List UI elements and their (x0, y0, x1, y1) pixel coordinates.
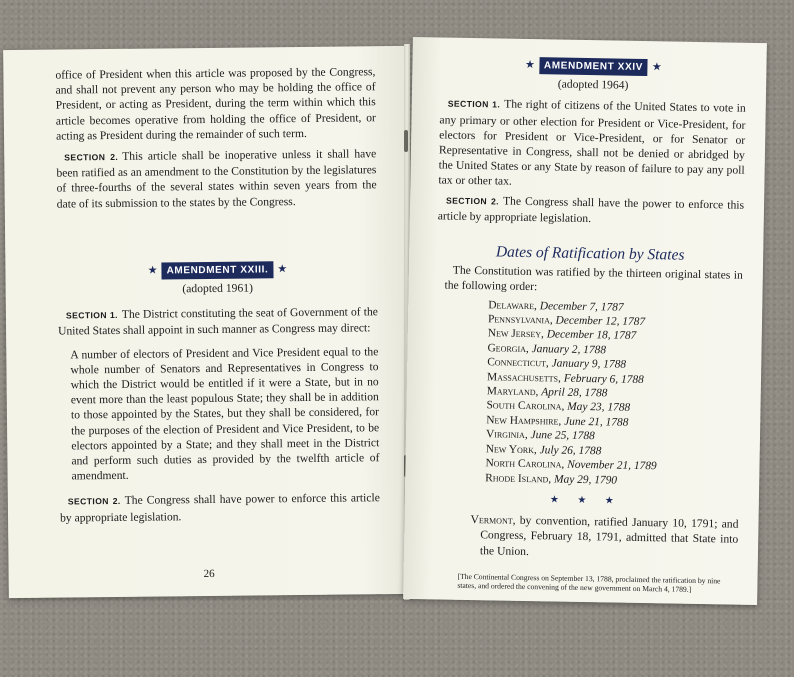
section-text: The Congress shall have power to enforce this article by appropriate legislation. (59, 491, 380, 525)
state-name: New Hampshire, (486, 414, 562, 428)
stars-divider: ★ ★ ★ (549, 494, 622, 507)
staple (404, 130, 408, 152)
state-name: Connecticut, (487, 356, 549, 370)
left-page-body (55, 64, 380, 525)
amendment-xxiii-heading (57, 260, 377, 281)
state-name: New Jersey, (487, 327, 544, 341)
state-name: Pennsylvania, (487, 313, 553, 327)
state-name: Delaware, (488, 298, 538, 312)
section-2-paragraph (60, 491, 380, 526)
ratification-date: January 9, 1788 (551, 357, 627, 371)
right-page-body (431, 55, 746, 595)
star-icon: ★ (651, 61, 662, 74)
adopted-date: (adopted 1961) (182, 281, 253, 296)
section-label: SECTION 2. (64, 151, 119, 163)
section-2-paragraph (438, 192, 745, 229)
ratification-date: December 7, 1787 (539, 299, 624, 314)
ratification-date: February 6, 1788 (563, 372, 644, 386)
section-1-paragraph (58, 304, 378, 339)
amendment-badge: AMENDMENT XXIV (539, 57, 648, 76)
footnote: [The Continental Congress on September 13, 1788, proclaimed the ratification by nine states, and ordered the convening of the new government on March 4, 1789.] (457, 571, 721, 595)
ratification-date: July 26, 1788 (539, 443, 602, 458)
star-icon: ★ (147, 264, 158, 277)
section-text: The District constituting the seat of Government of the United States shall appoint in such manner as Congress may direct: (58, 305, 378, 338)
state-name: Rhode Island, (485, 471, 552, 485)
page-number: 26 (203, 567, 215, 581)
section-label: SECTION 2. (67, 496, 121, 507)
state-name: Massachusetts, (486, 370, 561, 385)
ratification-date: May 29, 1790 (553, 473, 618, 487)
ratification-date: June 21, 1788 (564, 415, 629, 429)
continuation-paragraph: office of President when this article was proposed by the Congress, and shall not prevent any person who may be holding the office of President, or acting as President, during the term within which this article becomes operative from holding the office of President, or acting as President during the remainder of such term. (55, 65, 376, 143)
vermont-text: by convention, ratified January 10, 1791; and Congress, February 18, 1791, admitted that State into the Union. (479, 514, 739, 558)
section-label: SECTION 1. (447, 98, 501, 110)
ratification-date: December 12, 1787 (555, 314, 646, 329)
state-name: Georgia, (487, 342, 529, 355)
state-name: South Carolina, (486, 399, 565, 414)
ratification-date: January 2, 1788 (531, 342, 607, 357)
section-label: SECTION 2. (446, 195, 500, 207)
left-page (3, 46, 411, 598)
section-1-paragraph (438, 96, 746, 194)
section-label: SECTION 1. (65, 310, 118, 321)
state-name: New York, (485, 442, 537, 456)
state-name: North Carolina, (485, 457, 565, 471)
ratification-date: December 18, 1787 (546, 328, 637, 343)
right-page (403, 37, 767, 605)
ratification-date: June 25, 1788 (530, 429, 595, 443)
electors-block: A number of electors of President and Vice President equal to the whole number of Senators and Representatives in Congress to which the District would be entitled if it were a State, but in no event more than the least populous State; they shall be in addition to those appointed by the States, but they shall be considered, for the purposes of the election of President and Vice President, to be electors appointed by a State; and they shall meet in the District and perform such duties as provided by the twelfth article of amendment. (70, 344, 380, 483)
section-text: The right of citizens of the United States to vote in any primary or other election for President or Vice-President, for electors for President or Vice-President, or for Senator or Representative in Congress, shall not be denied or abridged by the United States or any State by reason of failure to pay any poll tax or other tax. (438, 97, 746, 189)
state-name: Maryland, (486, 385, 539, 399)
adopted-date: (adopted 1964) (557, 77, 629, 92)
section-2-paragraph (56, 146, 377, 211)
ratification-date: April 28, 1788 (541, 386, 608, 400)
ratification-intro: The Constitution was ratified by the thirteen original states in the following order: (444, 263, 743, 294)
section-text: This article shall be inoperative unless it shall have been ratified as an amendment to the Constitution by the legislatures of three-fourths of the several states within seven years from the date of its submission to the states by the Congress. (56, 147, 377, 211)
star-icon: ★ (277, 262, 288, 276)
star-icon: ★ (524, 58, 536, 72)
state-name: Vermont, (470, 513, 516, 527)
state-name: Virginia, (485, 428, 528, 442)
amendment-badge: AMENDMENT XXIII. (161, 261, 273, 279)
ratification-date: November 21, 1789 (567, 458, 657, 473)
state-ratification-item (485, 471, 739, 490)
vermont-paragraph (432, 511, 739, 562)
ratification-title: Dates of Ratification by States (495, 243, 685, 264)
ratification-date: May 23, 1788 (567, 401, 631, 415)
section-text: The Congress shall have the power to enforce this article by appropriate legislation. (437, 194, 745, 225)
ratification-list (433, 297, 742, 490)
